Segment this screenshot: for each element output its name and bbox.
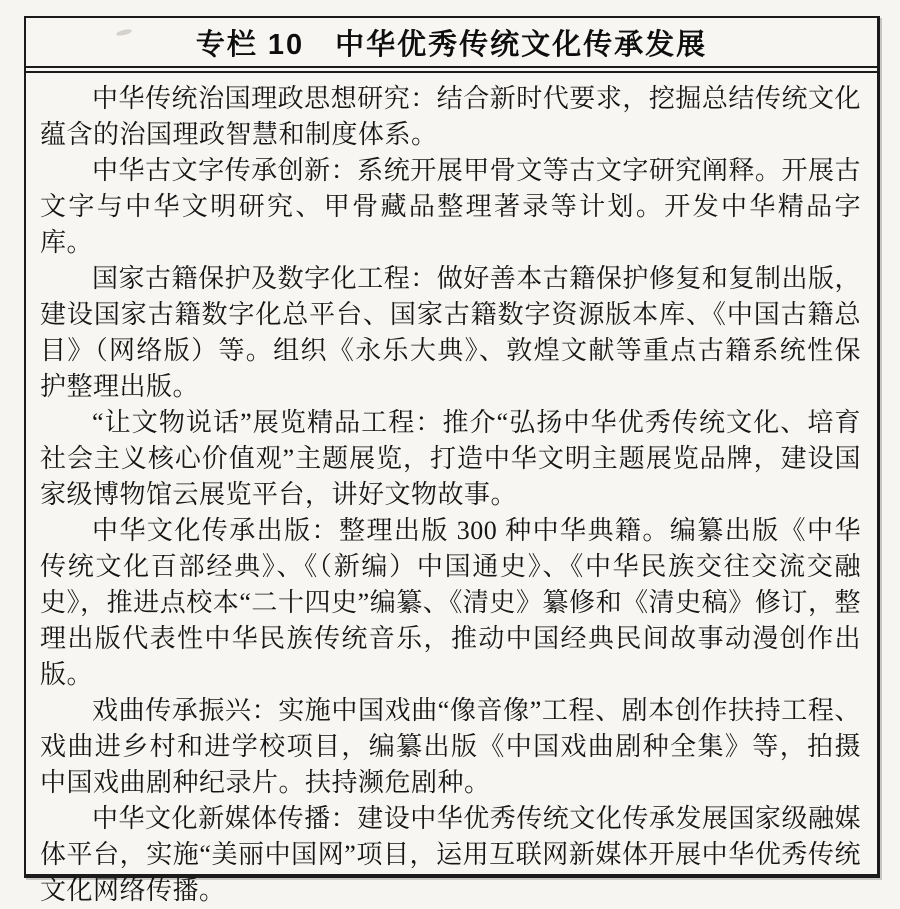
paragraph-culture-publishing: 中华文化传承出版：整理出版 300 种中华典籍。编纂出版《中华传统文化百部经典》、《（新编）中国通史》、《中华民族交往交流交融史》，推进点校本“二十四史”编纂、《清史》纂修和《清史稿》修订，整理出版代表性中华民族传统音乐，推动中国经典民间故事动漫创作出版。 (40, 516, 861, 689)
paragraph-opera-revitalization: 戏曲传承振兴：实施中国戏曲“像音像”工程、剧本创作扶持工程、戏曲进乡村和进学校项目，编纂出版《中国戏曲剧种全集》等，拍摄中国戏曲剧种纪录片。扶持濒危剧种。 (40, 696, 861, 797)
paragraph-new-media-communication: 中华文化新媒体传播：建设中华优秀传统文化传承发展国家级融媒体平台，实施“美丽中国网”项目，运用互联网新媒体开展中华优秀传统文化网络传播。 (40, 804, 861, 905)
paragraph-relics-exhibition: “让文物说话”展览精品工程：推介“弘扬中华优秀传统文化、培育社会主义核心价值观”主题展览，打造中华文明主题展览品牌，建设国家级博物馆云展览平台，讲好文物故事。 (40, 408, 861, 509)
paragraph-ancient-scripts: 中华古文字传承创新：系统开展甲骨文等古文字研究阐释。开展古文字与中华文明研究、甲骨藏品整理著录等计划。开发中华精品字库。 (40, 156, 861, 257)
column-body (26, 71, 877, 909)
paragraph-governance-thought: 中华传统治国理政思想研究：结合新时代要求，挖掘总结传统文化蕴含的治国理政智慧和制度体系。 (40, 84, 861, 149)
paragraph-ancient-books-digitization: 国家古籍保护及数字化工程：做好善本古籍保护修复和复制出版，建设国家古籍数字化总平台、国家古籍数字资源版本库、《中国古籍总目》（网络版）等。组织《永乐大典》、敦煌文献等重点古籍系统性保护整理出版。 (40, 264, 861, 401)
column-title-bar (26, 18, 877, 68)
column-title: 专栏 10 中华优秀传统文化传承发展 (195, 28, 708, 61)
scan-artifact (116, 28, 133, 37)
column-body-text (26, 73, 877, 909)
column-box (24, 16, 880, 905)
